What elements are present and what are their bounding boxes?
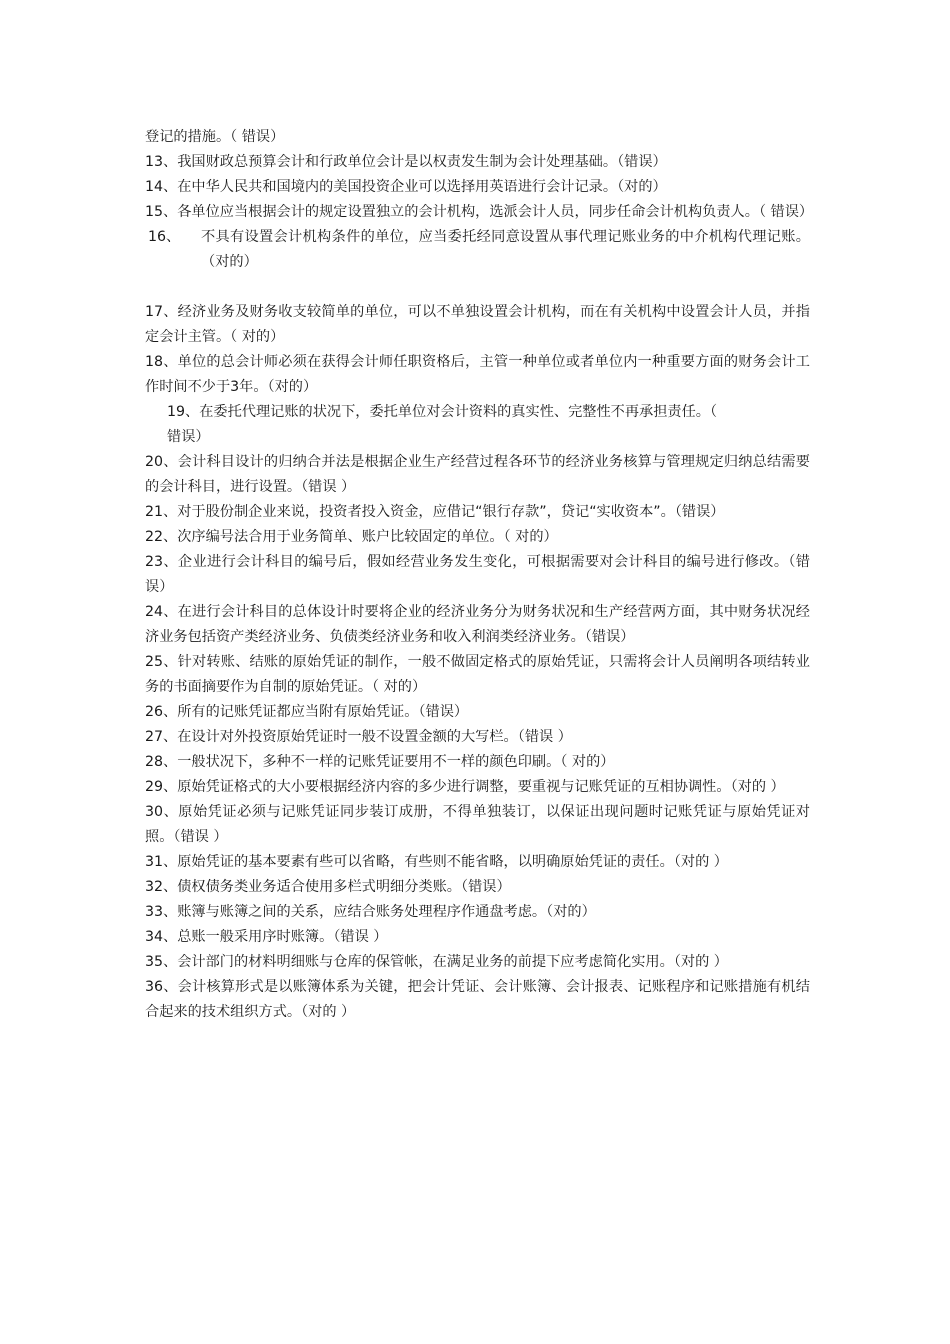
paragraph-35: 35、会计部门的材料明细账与仓库的保管帐，在满足业务的前提下应考虑简化实用。（对的 ） (145, 954, 728, 970)
paragraph-30: 30、原始凭证必须与记账凭证同步装订成册，不得单独装订，以保证出现问题时记账凭证与原始凭证对照。（错误 ） (145, 804, 810, 845)
paragraph-28: 28、一般状况下，多种不一样的记账凭证要用不一样的颜色印刷。（ 对的） (145, 754, 615, 770)
paragraph-19: 19、在委托代理记账的状况下，委托单位对会计资料的真实性、完整性不再承担责任。（ (167, 404, 718, 420)
paragraph-36: 36、会计核算形式是以账簿体系为关键，把会计凭证、会计账簿、会计报表、记账程序和记账措施有机结合起来的技术组织方式。（对的 ） (145, 979, 810, 1020)
paragraph-20: 20、会计科目设计的归纳合并法是根据企业生产经营过程各环节的经济业务核算与管理规定归纳总结需要的会计科目，进行设置。（错误 ） (145, 454, 810, 495)
document-body (145, 125, 814, 1025)
paragraph-16 (148, 225, 810, 275)
paragraph-18: 18、单位的总会计师必须在获得会计师任职资格后，主管一种单位或者单位内一种重要方面的财务会计工作时间不少于3年。（对的） (145, 354, 810, 395)
paragraph-24: 24、在进行会计科目的总体设计时要将企业的经济业务分为财务状况和生产经营两方面，其中财务状况经济业务包括资产类经济业务、负债类经济业务和收入利润类经济业务。（错误） (145, 604, 810, 645)
paragraph-32: 32、债权债务类业务适合使用多栏式明细分类账。（错误） (145, 879, 511, 895)
paragraph-16-number: 16、 (148, 229, 181, 245)
paragraph-26: 26、所有的记账凭证都应当附有原始凭证。（错误） (145, 704, 469, 720)
paragraph-33: 33、账簿与账簿之间的关系，应结合账务处理程序作通盘考虑。（对的） (145, 904, 596, 920)
paragraph-31: 31、原始凭证的基本要素有些可以省略，有些则不能省略，以明确原始凭证的责任。（对的 ） (145, 854, 728, 870)
paragraph-23: 23、企业进行会计科目的编号后，假如经营业务发生变化，可根据需要对会计科目的编号进行修改。（错误） (145, 554, 810, 595)
paragraph-25: 25、针对转账、结账的原始凭证的制作，一般不做固定格式的原始凭证，只需将会计人员阐明各项结转业务的书面摘要作为自制的原始凭证。（ 对的） (145, 654, 810, 695)
paragraph-27: 27、在设计对外投资原始凭证时一般不设置金额的大写栏。（错误 ） (145, 729, 572, 745)
paragraph-13: 13、我国财政总预算会计和行政单位会计是以权责发生制为会计处理基础。（错误） (145, 154, 667, 170)
blank-line (145, 275, 810, 300)
paragraph-34: 34、总账一般采用序时账簿。（错误 ） (145, 929, 388, 945)
paragraph-17: 17、经济业务及财务收支较简单的单位，可以不单独设置会计机构，而在有关机构中设置会计人员，并指定会计主管。（ 对的） (145, 304, 810, 345)
paragraph-21: 21、对于股份制企业来说，投资者投入资金，应借记“银行存款”，贷记“实收资本”。（错误） (145, 504, 725, 520)
paragraph-15: 15、各单位应当根据会计的规定设置独立的会计机构，选派会计人员，同步任命会计机构负责人。（ 错误） (145, 204, 814, 220)
paragraph-12-tail: 登记的措施。（ 错误） (145, 129, 285, 145)
paragraph-16-text: 不具有设置会计机构条件的单位，应当委托经同意设置从事代理记账业务的中介机构代理记账。（对的） (201, 229, 810, 270)
paragraph-29: 29、原始凭证格式的大小要根据经济内容的多少进行调整，要重视与记账凭证的互相协调性。（对的 ） (145, 779, 785, 795)
paragraph-19-tail: 错误） (167, 429, 210, 445)
paragraph-22: 22、次序编号法合用于业务简单、账户比较固定的单位。（ 对的） (145, 529, 558, 545)
paragraph-14: 14、在中华人民共和国境内的美国投资企业可以选择用英语进行会计记录。（对的） (145, 179, 667, 195)
